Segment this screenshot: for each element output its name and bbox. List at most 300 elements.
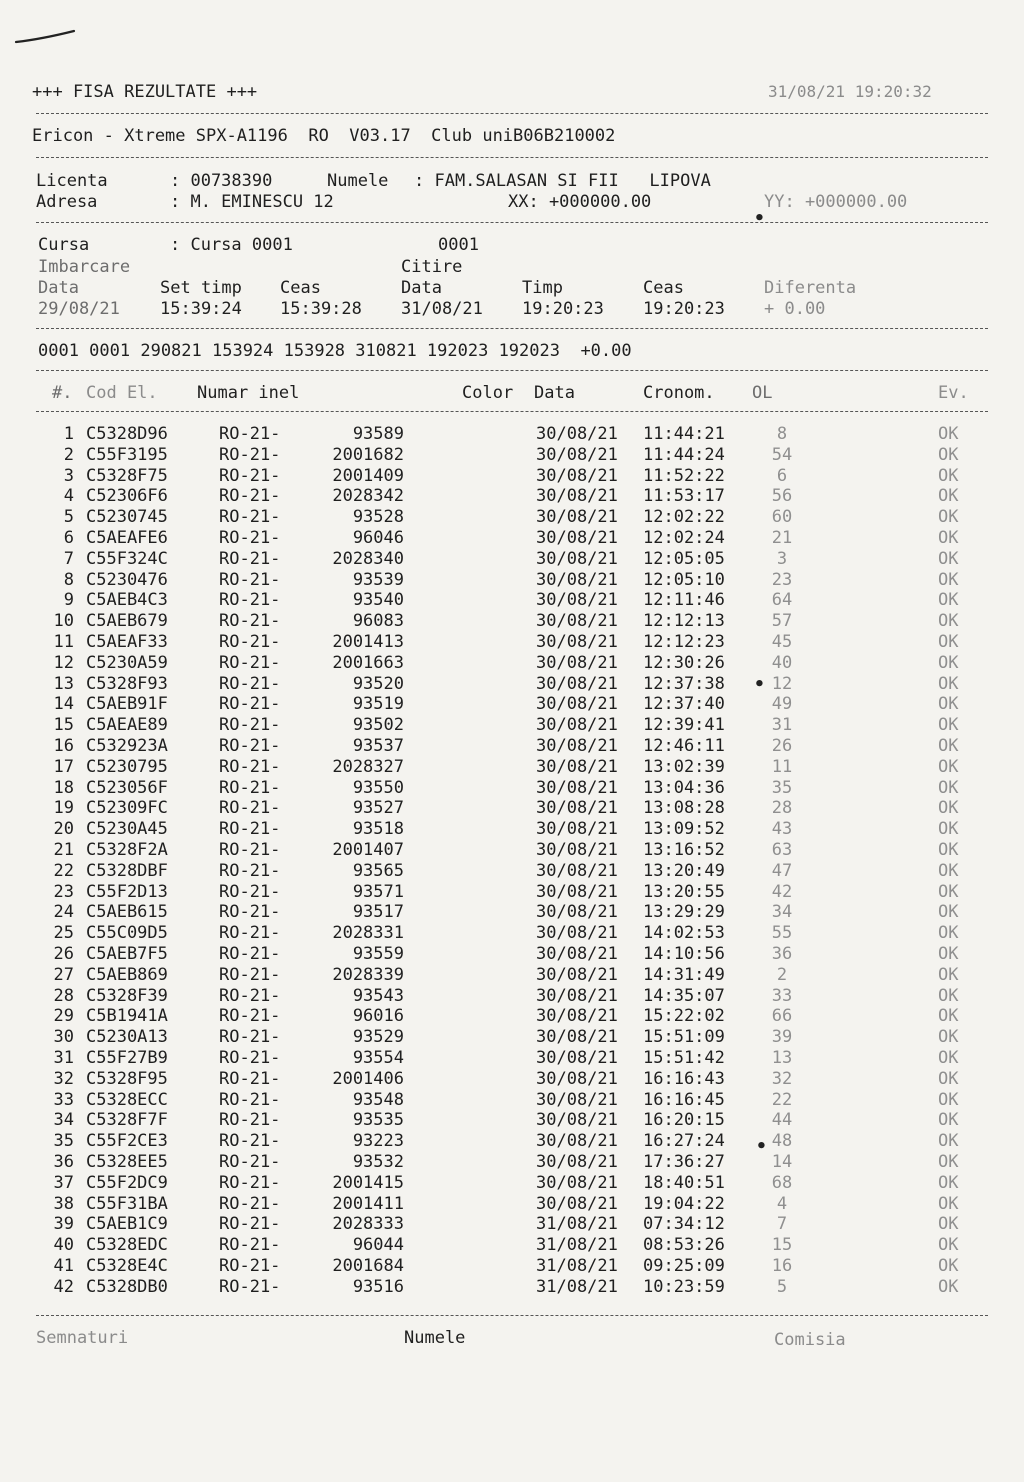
row-date: 30/08/21: [536, 985, 618, 1006]
row-ring-prefix: RO-21-: [219, 1172, 281, 1193]
row-status: OK: [938, 1193, 959, 1214]
row-date: 30/08/21: [536, 923, 618, 944]
row-time: 07:34:12: [643, 1214, 725, 1235]
row-ol: 8: [776, 424, 788, 444]
yy-coordinate: YY: +000000.00: [764, 192, 908, 212]
row-code: C5328DB0: [86, 1276, 168, 1297]
numele-value: : FAM.SALASAN SI FII LIPOVA: [414, 171, 711, 191]
th-ol: OL: [752, 383, 773, 403]
row-time: 11:52:22: [643, 465, 725, 486]
row-time: 12:02:22: [643, 507, 725, 528]
separator: [36, 157, 988, 158]
row-time: 15:22:02: [643, 1006, 725, 1027]
val-ceas-citire: 19:20:23: [643, 299, 725, 319]
th-ev: Ev.: [938, 383, 969, 403]
row-index: 17: [53, 756, 74, 777]
row-code: C52306F6: [86, 486, 168, 507]
row-time: 12:02:24: [643, 528, 725, 548]
row-code: C5AEB615: [86, 902, 168, 923]
row-index: 31: [53, 1048, 74, 1068]
row-code: C55F2D13: [86, 881, 168, 902]
row-ol: 40: [771, 652, 793, 673]
row-status: OK: [938, 1131, 959, 1152]
row-time: 13:08:28: [643, 798, 725, 819]
row-time: 12:05:05: [643, 548, 725, 569]
table-row: [0, 902, 1024, 923]
row-status: OK: [938, 507, 959, 528]
row-ol: 43: [771, 819, 793, 840]
row-ol: 45: [771, 632, 793, 652]
row-date: 31/08/21: [536, 1276, 618, 1297]
row-ring-number: 2001411: [332, 1193, 404, 1214]
row-index: 21: [53, 840, 74, 860]
row-ring-number: 93589: [352, 424, 404, 444]
val-data-citire: 31/08/21: [401, 299, 483, 319]
table-row: [0, 965, 1024, 986]
row-index: 41: [53, 1256, 74, 1276]
row-time: 13:29:29: [643, 902, 725, 923]
row-code: C55F2CE3: [86, 1131, 168, 1152]
row-status: OK: [938, 1068, 959, 1089]
row-ol: 12: [771, 673, 793, 694]
row-ring-prefix: RO-21-: [219, 1152, 281, 1172]
row-ring-number: 96044: [352, 1235, 404, 1256]
row-time: 11:44:24: [643, 444, 725, 465]
row-ol: 63: [771, 840, 793, 860]
row-ring-prefix: RO-21-: [219, 590, 281, 611]
row-ring-number: 93516: [352, 1276, 404, 1297]
row-date: 30/08/21: [536, 736, 618, 756]
row-time: 13:20:55: [643, 881, 725, 902]
row-time: 18:40:51: [643, 1172, 725, 1193]
row-ring-prefix: RO-21-: [219, 902, 281, 923]
row-date: 30/08/21: [536, 944, 618, 964]
row-status: OK: [938, 944, 959, 964]
row-index: 8: [63, 569, 74, 590]
device-line: Ericon - Xtreme SPX-A1196 RO V03.17 Club uniB06B210002: [32, 126, 616, 146]
table-row: [0, 798, 1024, 819]
row-index: 11: [53, 632, 74, 652]
row-date: 30/08/21: [536, 756, 618, 777]
table-row: [0, 424, 1024, 445]
row-ol: 64: [771, 590, 793, 611]
row-ring-number: 2028342: [332, 486, 404, 507]
row-index: 22: [53, 860, 74, 881]
row-ring-number: 2001409: [332, 465, 404, 486]
row-ring-number: 2028327: [332, 756, 404, 777]
row-ol: 48: [771, 1131, 793, 1152]
row-ol: 36: [771, 944, 793, 964]
row-index: 2: [63, 444, 74, 465]
table-row: [0, 694, 1024, 715]
row-ring-prefix: RO-21-: [219, 1089, 281, 1110]
row-status: OK: [938, 465, 959, 486]
row-ring-prefix: RO-21-: [219, 673, 281, 694]
row-status: OK: [938, 860, 959, 881]
row-time: 09:25:09: [643, 1256, 725, 1276]
row-date: 30/08/21: [536, 465, 618, 486]
xx-coordinate: XX: +000000.00: [508, 192, 652, 212]
row-status: OK: [938, 694, 959, 715]
row-index: 30: [53, 1027, 74, 1048]
row-ol: 56: [771, 486, 793, 507]
row-ol: 55: [771, 923, 793, 944]
row-ring-prefix: RO-21-: [219, 840, 281, 860]
table-row: [0, 778, 1024, 799]
row-index: 10: [53, 611, 74, 632]
row-ol: 33: [771, 985, 793, 1006]
row-ring-number: 96083: [352, 611, 404, 632]
row-index: 40: [53, 1235, 74, 1256]
table-row: [0, 486, 1024, 507]
row-ol: 3: [776, 548, 788, 569]
table-row: [0, 1173, 1024, 1194]
table-row: [0, 819, 1024, 840]
table-row: [0, 653, 1024, 674]
row-time: 13:16:52: [643, 840, 725, 860]
row-date: 30/08/21: [536, 652, 618, 673]
row-index: 1: [63, 424, 74, 444]
row-ol: 66: [771, 1006, 793, 1027]
row-date: 30/08/21: [536, 424, 618, 444]
row-code: C55F31BA: [86, 1193, 168, 1214]
row-code: C5328F39: [86, 985, 168, 1006]
row-code: C55C09D5: [86, 923, 168, 944]
row-ring-number: 2001663: [332, 652, 404, 673]
row-code: C5230A59: [86, 652, 168, 673]
row-status: OK: [938, 715, 959, 736]
row-code: C5AEB1C9: [86, 1214, 168, 1235]
table-row: [0, 466, 1024, 487]
th-color: Color: [462, 383, 514, 403]
row-code: C5328F75: [86, 465, 168, 486]
th-data: Data: [534, 383, 575, 403]
row-date: 30/08/21: [536, 590, 618, 611]
row-code: C5328EE5: [86, 1152, 168, 1172]
row-status: OK: [938, 1006, 959, 1027]
row-date: 31/08/21: [536, 1214, 618, 1235]
ink-dot: •: [754, 208, 765, 229]
row-status: OK: [938, 819, 959, 840]
row-ring-prefix: RO-21-: [219, 964, 281, 985]
row-ring-number: 2001684: [332, 1256, 404, 1276]
row-ring-number: 96016: [352, 1006, 404, 1027]
row-ring-number: 93571: [352, 881, 404, 902]
separator: [36, 113, 988, 114]
row-status: OK: [938, 881, 959, 902]
table-row: [0, 570, 1024, 591]
row-ol: 13: [771, 1048, 793, 1068]
row-index: 29: [53, 1006, 74, 1027]
table-row: [0, 1194, 1024, 1215]
row-ol: 5: [776, 1276, 788, 1297]
row-code: C55F324C: [86, 548, 168, 569]
row-time: 13:09:52: [643, 819, 725, 840]
row-time: 12:30:26: [643, 652, 725, 673]
row-ring-prefix: RO-21-: [219, 1214, 281, 1235]
row-status: OK: [938, 1235, 959, 1256]
row-ring-number: 93502: [352, 715, 404, 736]
row-ring-number: 93543: [352, 985, 404, 1006]
row-index: 23: [53, 881, 74, 902]
row-ol: 26: [771, 736, 793, 756]
row-index: 19: [53, 798, 74, 819]
row-time: 16:20:15: [643, 1110, 725, 1131]
row-ring-number: 93565: [352, 860, 404, 881]
row-date: 30/08/21: [536, 1131, 618, 1152]
ink-dot: •: [754, 674, 765, 695]
row-index: 4: [63, 486, 74, 507]
row-ol: 54: [771, 444, 793, 465]
row-ring-number: 93532: [352, 1152, 404, 1172]
table-row: [0, 923, 1024, 944]
row-code: C532923A: [86, 736, 168, 756]
row-index: 26: [53, 944, 74, 964]
row-code: C5328DBF: [86, 860, 168, 881]
numele-label: Numele: [327, 171, 389, 191]
row-code: C5AEAF33: [86, 632, 168, 652]
row-index: 14: [53, 694, 74, 715]
row-time: 15:51:09: [643, 1027, 725, 1048]
ink-dot: •: [756, 1136, 767, 1157]
table-row: [0, 611, 1024, 632]
row-ring-prefix: RO-21-: [219, 611, 281, 632]
row-date: 30/08/21: [536, 840, 618, 860]
row-ring-number: 2001415: [332, 1172, 404, 1193]
row-ring-prefix: RO-21-: [219, 632, 281, 652]
row-code: C5328ECC: [86, 1089, 168, 1110]
table-row: [0, 1090, 1024, 1111]
table-row: [0, 1131, 1024, 1152]
row-ring-number: 93529: [352, 1027, 404, 1048]
row-ring-prefix: RO-21-: [219, 507, 281, 528]
row-code: C55F2DC9: [86, 1172, 168, 1193]
row-ring-number: 2028340: [332, 548, 404, 569]
row-ring-prefix: RO-21-: [219, 1006, 281, 1027]
row-ol: 23: [771, 569, 793, 590]
row-date: 30/08/21: [536, 1193, 618, 1214]
row-ring-prefix: RO-21-: [219, 985, 281, 1006]
row-ring-prefix: RO-21-: [219, 1131, 281, 1152]
row-ring-number: 93550: [352, 777, 404, 798]
row-ring-prefix: RO-21-: [219, 1256, 281, 1276]
row-ring-number: 2001413: [332, 632, 404, 652]
row-ring-prefix: RO-21-: [219, 528, 281, 548]
row-time: 12:39:41: [643, 715, 725, 736]
row-index: 28: [53, 985, 74, 1006]
row-ol: 32: [771, 1068, 793, 1089]
row-status: OK: [938, 590, 959, 611]
row-ol: 31: [771, 715, 793, 736]
col-data-imbarcare: Data: [38, 278, 79, 298]
row-ring-number: 93528: [352, 507, 404, 528]
row-ring-prefix: RO-21-: [219, 881, 281, 902]
row-status: OK: [938, 1152, 959, 1172]
row-index: 9: [63, 590, 74, 611]
row-ring-prefix: RO-21-: [219, 1235, 281, 1256]
separator: [36, 328, 988, 329]
row-index: 16: [53, 736, 74, 756]
table-row: [0, 1256, 1024, 1277]
row-status: OK: [938, 1172, 959, 1193]
row-index: 39: [53, 1214, 74, 1235]
row-status: OK: [938, 611, 959, 632]
row-ring-prefix: RO-21-: [219, 694, 281, 715]
row-code: C523056F: [86, 777, 168, 798]
table-row: [0, 840, 1024, 861]
row-ring-prefix: RO-21-: [219, 860, 281, 881]
row-ring-prefix: RO-21-: [219, 652, 281, 673]
row-date: 30/08/21: [536, 507, 618, 528]
row-date: 30/08/21: [536, 444, 618, 465]
row-date: 30/08/21: [536, 798, 618, 819]
table-row: [0, 1110, 1024, 1131]
row-ring-prefix: RO-21-: [219, 424, 281, 444]
row-ring-prefix: RO-21-: [219, 486, 281, 507]
row-date: 30/08/21: [536, 1027, 618, 1048]
row-status: OK: [938, 424, 959, 444]
row-ring-number: 93527: [352, 798, 404, 819]
row-date: 30/08/21: [536, 694, 618, 715]
th-index: #.: [52, 383, 73, 403]
licenta-label: Licenta: [36, 171, 108, 191]
th-numar-inel: Numar inel: [197, 383, 300, 403]
row-ol: 22: [771, 1089, 793, 1110]
row-status: OK: [938, 569, 959, 590]
pen-stroke-mark: [14, 28, 76, 44]
row-time: 16:16:45: [643, 1089, 725, 1110]
row-ring-number: 93517: [352, 902, 404, 923]
row-ring-prefix: RO-21-: [219, 798, 281, 819]
row-date: 30/08/21: [536, 777, 618, 798]
row-status: OK: [938, 923, 959, 944]
row-index: 25: [53, 923, 74, 944]
row-date: 30/08/21: [536, 1110, 618, 1131]
separator: [36, 1315, 988, 1316]
table-row: [0, 1152, 1024, 1173]
row-date: 30/08/21: [536, 819, 618, 840]
col-set-timp: Set timp: [160, 278, 242, 298]
row-time: 19:04:22: [643, 1193, 725, 1214]
row-ring-prefix: RO-21-: [219, 569, 281, 590]
row-ring-prefix: RO-21-: [219, 465, 281, 486]
row-time: 11:44:21: [643, 424, 725, 444]
row-ol: 39: [771, 1027, 793, 1048]
row-index: 42: [53, 1276, 74, 1297]
row-code: C5AEB7F5: [86, 944, 168, 964]
row-ol: 49: [771, 694, 793, 715]
table-row: [0, 944, 1024, 965]
th-cronom: Cronom.: [643, 383, 715, 403]
row-code: C5230A45: [86, 819, 168, 840]
row-ring-number: 93519: [352, 694, 404, 715]
row-status: OK: [938, 548, 959, 569]
row-code: C5230476: [86, 569, 168, 590]
table-row: [0, 715, 1024, 736]
row-index: 20: [53, 819, 74, 840]
row-date: 30/08/21: [536, 715, 618, 736]
row-code: C5B1941A: [86, 1006, 168, 1027]
adresa-label: Adresa: [36, 192, 98, 212]
row-date: 30/08/21: [536, 569, 618, 590]
row-index: 27: [53, 964, 74, 985]
row-index: 6: [63, 528, 74, 548]
row-ol: 2: [776, 964, 788, 985]
row-time: 12:12:13: [643, 611, 725, 632]
row-index: 24: [53, 902, 74, 923]
adresa-value: : M. EMINESCU 12: [170, 192, 334, 212]
row-date: 30/08/21: [536, 860, 618, 881]
row-ring-number: 93223: [352, 1131, 404, 1152]
row-time: 14:35:07: [643, 985, 725, 1006]
row-time: 13:04:36: [643, 777, 725, 798]
table-row: [0, 549, 1024, 570]
table-row: [0, 1048, 1024, 1069]
table-row: [0, 757, 1024, 778]
row-ring-prefix: RO-21-: [219, 548, 281, 569]
table-row: [0, 528, 1024, 549]
row-index: 37: [53, 1172, 74, 1193]
row-time: 12:12:23: [643, 632, 725, 652]
row-ol: 35: [771, 777, 793, 798]
row-ring-number: 2028333: [332, 1214, 404, 1235]
print-timestamp: 31/08/21 19:20:32: [768, 82, 932, 101]
footer-numele: Numele: [404, 1328, 466, 1348]
row-ol: 16: [771, 1256, 793, 1276]
row-status: OK: [938, 840, 959, 860]
row-ol: 4: [776, 1193, 788, 1214]
row-ring-number: 93548: [352, 1089, 404, 1110]
row-status: OK: [938, 902, 959, 923]
row-code: C5328EDC: [86, 1235, 168, 1256]
row-code: C5AEB869: [86, 964, 168, 985]
table-row: [0, 632, 1024, 653]
row-ring-prefix: RO-21-: [219, 444, 281, 465]
row-index: 13: [53, 673, 74, 694]
row-index: 36: [53, 1152, 74, 1172]
row-code: C55F27B9: [86, 1048, 168, 1068]
row-time: 17:36:27: [643, 1152, 725, 1172]
row-index: 32: [53, 1068, 74, 1089]
row-ring-number: 2028331: [332, 923, 404, 944]
row-date: 30/08/21: [536, 964, 618, 985]
col-ceas-citire: Ceas: [643, 278, 684, 298]
row-ring-number: 93540: [352, 590, 404, 611]
row-status: OK: [938, 632, 959, 652]
row-status: OK: [938, 1048, 959, 1068]
row-ring-number: 93535: [352, 1110, 404, 1131]
cursa-code: 0001: [438, 235, 479, 255]
row-index: 34: [53, 1110, 74, 1131]
row-time: 12:46:11: [643, 736, 725, 756]
row-ring-prefix: RO-21-: [219, 777, 281, 798]
row-date: 30/08/21: [536, 528, 618, 548]
row-ring-number: 93539: [352, 569, 404, 590]
row-time: 10:23:59: [643, 1276, 725, 1297]
row-date: 30/08/21: [536, 1068, 618, 1089]
row-time: 12:37:38: [643, 673, 725, 694]
row-ol: 28: [771, 798, 793, 819]
row-time: 08:53:26: [643, 1235, 725, 1256]
row-date: 30/08/21: [536, 548, 618, 569]
separator: [36, 222, 988, 223]
row-code: C5328E4C: [86, 1256, 168, 1276]
row-status: OK: [938, 777, 959, 798]
row-ring-number: 96046: [352, 528, 404, 548]
row-ring-number: 93518: [352, 819, 404, 840]
row-date: 30/08/21: [536, 486, 618, 507]
row-ring-number: 2001682: [332, 444, 404, 465]
